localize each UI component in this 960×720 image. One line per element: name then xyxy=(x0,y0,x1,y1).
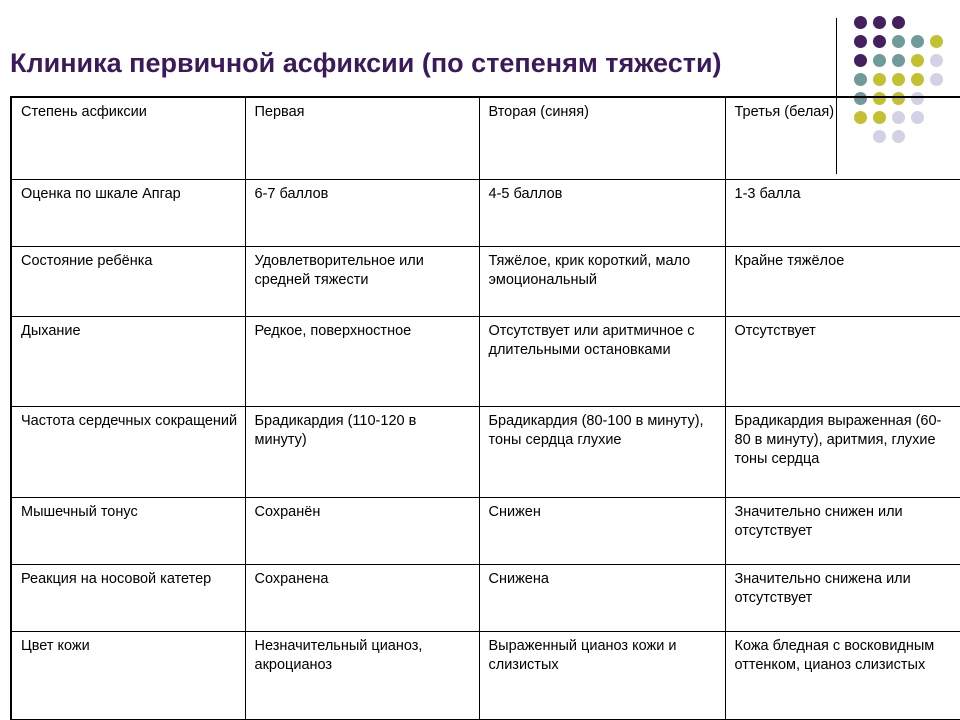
table-cell: Значительно снижен или отсутствует xyxy=(725,497,960,564)
table-cell: Оценка по шкале Апгар xyxy=(11,179,245,246)
table-cell: Третья (белая) xyxy=(725,97,960,179)
table-row xyxy=(11,246,960,316)
table-cell: Снижен xyxy=(479,497,725,564)
table-cell: Крайне тяжёлое xyxy=(725,246,960,316)
table-cell: Вторая (синяя) xyxy=(479,97,725,179)
decorative-dot xyxy=(873,16,886,29)
slide-title: Клиника первичной асфиксии (по степеням тяжести) xyxy=(10,48,722,78)
decorative-dot xyxy=(854,16,867,29)
table-cell: Выраженный цианоз кожи и слизистых xyxy=(479,631,725,719)
table-cell: 6-7 баллов xyxy=(245,179,479,246)
decorative-dot xyxy=(854,54,867,67)
table-cell: Значительно снижена или отсутствует xyxy=(725,564,960,631)
table-cell: Состояние ребёнка xyxy=(11,246,245,316)
decorative-dot xyxy=(911,35,924,48)
table-cell: Сохранена xyxy=(245,564,479,631)
table-header-row xyxy=(11,97,960,179)
table-cell: Дыхание xyxy=(11,316,245,406)
table-cell: Кожа бледная с восковидным оттенком, цианоз слизистых xyxy=(725,631,960,719)
table-cell: Цвет кожи xyxy=(11,631,245,719)
table-cell: Брадикардия (80-100 в минуту), тоны сердца глухие xyxy=(479,406,725,497)
table-row xyxy=(11,497,960,564)
decorative-dot xyxy=(873,73,886,86)
table-cell: 1-3 балла xyxy=(725,179,960,246)
table-cell: Тяжёлое, крик короткий, мало эмоциональный xyxy=(479,246,725,316)
decorative-dot xyxy=(873,35,886,48)
table-cell: Отсутствует или аритмичное с длительными остановками xyxy=(479,316,725,406)
decorative-dot xyxy=(892,16,905,29)
table-cell: Незначительный цианоз, акроцианоз xyxy=(245,631,479,719)
decorative-dot xyxy=(854,73,867,86)
table-row xyxy=(11,631,960,719)
table-row xyxy=(11,564,960,631)
table-row xyxy=(11,316,960,406)
asphyxia-severity-table xyxy=(10,96,960,720)
decorative-dot xyxy=(892,54,905,67)
table-cell: Редкое, поверхностное xyxy=(245,316,479,406)
table-cell: Отсутствует xyxy=(725,316,960,406)
decorative-dot xyxy=(930,54,943,67)
table-cell: Первая xyxy=(245,97,479,179)
decorative-dot xyxy=(930,73,943,86)
table-cell: Реакция на носовой катетер xyxy=(11,564,245,631)
table-cell: Частота сердечных сокращений xyxy=(11,406,245,497)
table-cell: Брадикардия выраженная (60-80 в минуту), аритмия, глухие тоны сердца xyxy=(725,406,960,497)
decorative-dot xyxy=(911,73,924,86)
table-cell: Степень асфиксии xyxy=(11,97,245,179)
table-row xyxy=(11,406,960,497)
table-cell: Снижена xyxy=(479,564,725,631)
table-cell: Удовлетворительное или средней тяжести xyxy=(245,246,479,316)
table-cell: 4-5 баллов xyxy=(479,179,725,246)
table-row xyxy=(11,179,960,246)
decorative-dot xyxy=(854,35,867,48)
decorative-dot xyxy=(892,73,905,86)
decorative-dot xyxy=(873,54,886,67)
decorative-dot xyxy=(892,35,905,48)
table-cell: Сохранён xyxy=(245,497,479,564)
table-cell: Брадикардия (110-120 в минуту) xyxy=(245,406,479,497)
decorative-dot xyxy=(930,35,943,48)
decorative-dot xyxy=(911,54,924,67)
table-cell: Мышечный тонус xyxy=(11,497,245,564)
